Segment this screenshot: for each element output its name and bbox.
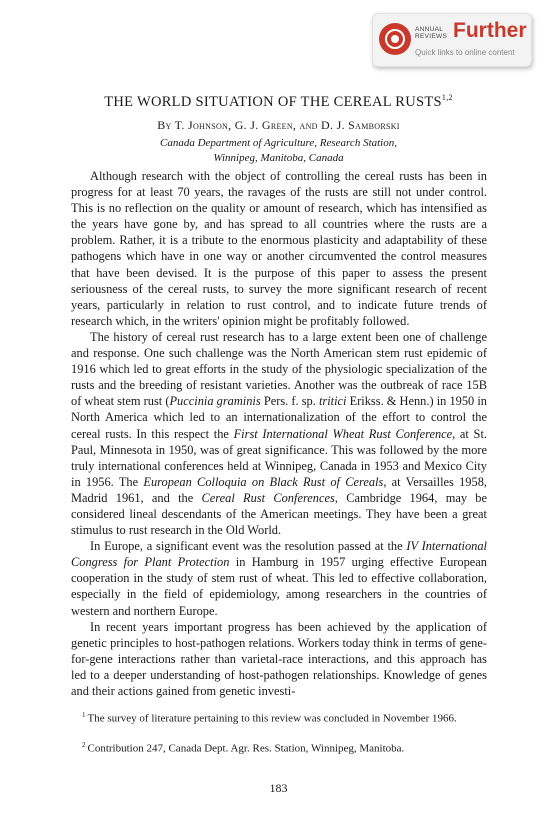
- paragraph-4: In recent years important progress has been achieved by the application of genetic principles to host-pathogen relations. Workers today think in terms of gene-for-gene interactions rather than varietal-race interactions, and this approach has led to a deeper understanding of host-pathogen relationships. Knowledge of genes and their actions gained from genetic investi-: [71, 619, 487, 698]
- footnote-1-text: The survey of literature pertaining to this review was concluded in November 1966.: [87, 712, 457, 725]
- footnote-1: [71, 708, 487, 727]
- badge-publisher-label: ANNUAL REVIEWS: [415, 26, 448, 40]
- paragraph-2: The history of cereal rust research has to a large extent been one of challenge and response. One such challenge was the North American stem rust epidemic of 1916 which led to great efforts in the study of the physiologic specialization of the rusts and the breeding of resistant varieties. Another was the outbreak of race 15B of wheat stem rust (Puccinia graminis Pers. f. sp. tritici Erikss. & Henn.) in 1950 in North America which led to an internationalization of the effort to control the cereal rusts. In this respect the First International Wheat Rust Conference, at St. Paul, Minnesota in 1950, was of great significance. This was followed by the more truly international conferences held at Winnipeg, Canada in 1953 and Mexico City in 1956. The European Colloquia on Black Rust of Cereals, at Versailles 1958, Madrid 1961, and the Cereal Rust Conferences, Cambridge 1964, may be considered lineal descendants of the American meetings. They have been a great stimulus to rust research in the Old World.: [71, 329, 487, 538]
- title-footnote-marks: 1,2: [441, 93, 453, 102]
- annual-reviews-further-badge[interactable]: [372, 13, 532, 67]
- authors-line: By T. Johnson, G. J. Green, and D. J. Samborski: [157, 118, 400, 132]
- affiliation: [0, 136, 557, 166]
- badge-subtitle: Quick links to online content: [415, 48, 515, 57]
- footnote-2: [71, 738, 487, 757]
- paragraph-3: In Europe, a significant event was the resolution passed at the IV International Congress for Plant Protection in Hamburg in 1957 urging effective European cooperation in the study of stem rust of wheat. This led to effective collaboration, especially in the field of epidemiology, among researchers in the countries of western and northern Europe.: [71, 539, 487, 618]
- paragraph-1: Although research with the object of controlling the cereal rusts has been in progress for at least 70 years, the ravages of the rusts are still not under control. This is no reflection on the quality or amount of research, which has intensified as the years have gone by, and has spread to all countries where the rusts are a problem. Rather, it is a tribute to the enormous plasticity and adaptability of these pathogens which have in one way or another circumvented the control measures that have been devised. It is the purpose of this paper to assess the present seriousness of the cereal rusts, to survey the more significant research of recent years, particularly in relation to rust control, and to indicate future trends of research which, in the writers' opinion might be profitably followed.: [71, 169, 487, 328]
- affiliation-line-2: Winnipeg, Manitoba, Canada: [213, 152, 344, 164]
- affiliation-line-1: Canada Department of Agriculture, Research Station,: [160, 137, 397, 149]
- article-body: [71, 168, 487, 699]
- footnote-2-text: Contribution 247, Canada Dept. Agr. Res. Station, Winnipeg, Manitoba.: [87, 742, 405, 755]
- footnote-1-mark: 1: [82, 711, 86, 719]
- article-title-text: THE WORLD SITUATION OF THE CEREAL RUSTS: [104, 93, 442, 110]
- footnote-2-mark: 2: [82, 741, 86, 749]
- article-title: [0, 93, 557, 111]
- page-number: 183: [269, 781, 288, 795]
- annual-reviews-logo-icon: [379, 23, 411, 55]
- badge-further-label: Further: [453, 19, 527, 42]
